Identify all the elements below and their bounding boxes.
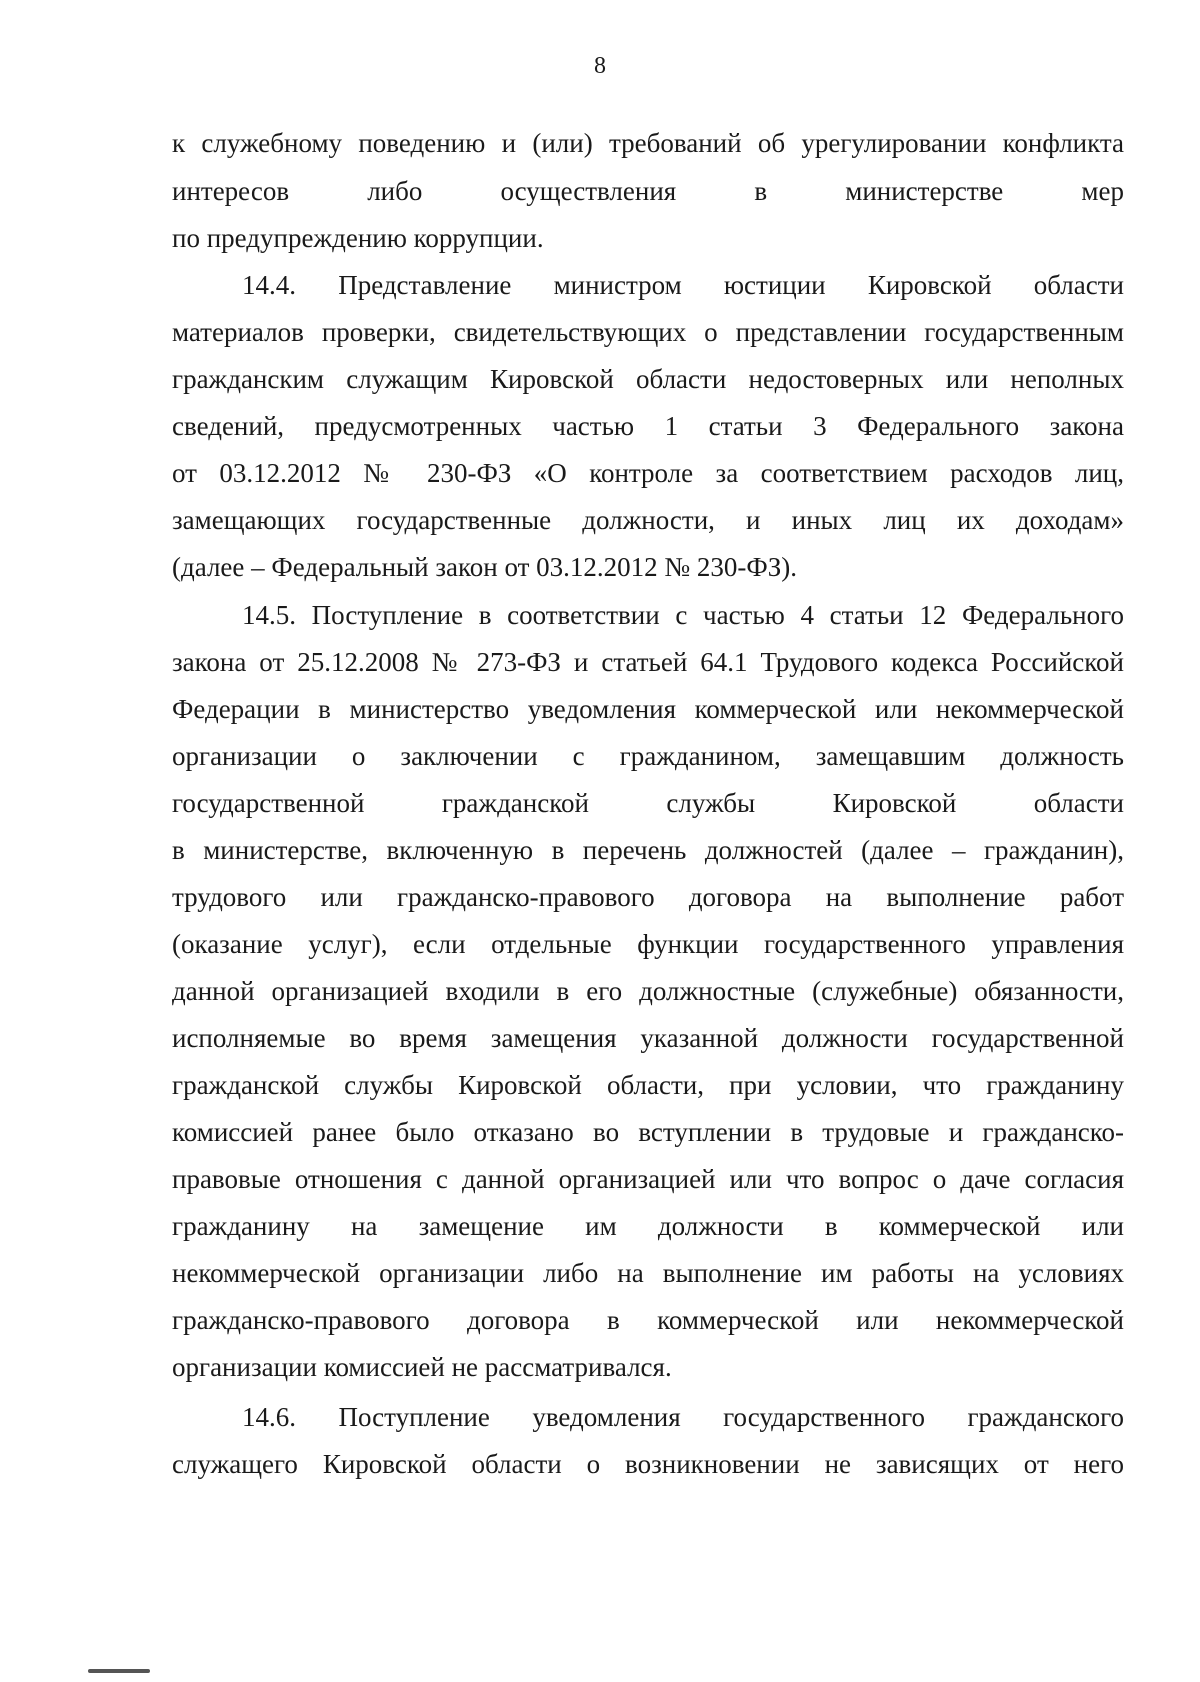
text-line: гражданину на замещение им должности в коммерческой или (172, 1211, 1124, 1241)
page-number: 8 (594, 53, 606, 79)
text-line: (далее – Федеральный закон от 03.12.2012 № 230-ФЗ). (172, 552, 798, 582)
text-line: материалов проверки, свидетельствующих о представлении государственным (172, 317, 1124, 347)
text-line: (оказание услуг), если отдельные функции государственного управления (172, 929, 1124, 959)
text-line: интересов либо осуществления в министерстве мер (172, 176, 1124, 206)
text-line: гражданским служащим Кировской области недостоверных или неполных (172, 364, 1124, 394)
text-line: государственной гражданской службы Кировской области (172, 788, 1124, 818)
text-line: комиссией ранее было отказано во вступлении в трудовые и гражданско- (172, 1117, 1124, 1147)
text-line: данной организацией входили в его должностные (служебные) обязанности, (172, 976, 1124, 1006)
scan-mark (88, 1669, 150, 1673)
text-line: служащего Кировской области о возникновении не зависящих от него (172, 1449, 1124, 1479)
text-line: исполняемые во время замещения указанной должности государственной (172, 1023, 1124, 1053)
text-line: от 03.12.2012 № 230-ФЗ «О контроле за соответствием расходов лиц, (172, 458, 1124, 488)
text-line: Федерации в министерство уведомления коммерческой или некоммерческой (172, 694, 1124, 724)
text-line: закона от 25.12.2008 № 273-ФЗ и статьей 64.1 Трудового кодекса Российской (172, 647, 1124, 677)
text-line: 14.5. Поступление в соответствии с частью 4 статьи 12 Федерального (242, 600, 1124, 630)
text-line: организации комиссией не рассматривался. (172, 1352, 672, 1382)
text-line: организации о заключении с гражданином, замещавшим должность (172, 741, 1124, 771)
text-line: гражданской службы Кировской области, при условии, что гражданину (172, 1070, 1124, 1100)
text-line: правовые отношения с данной организацией или что вопрос о даче согласия (172, 1164, 1124, 1194)
text-line: сведений, предусмотренных частью 1 статьи 3 Федерального закона (172, 411, 1124, 441)
text-line: трудового или гражданско-правового договора на выполнение работ (172, 882, 1124, 912)
text-line: гражданско-правового договора в коммерческой или некоммерческой (172, 1305, 1124, 1335)
text-line: в министерстве, включенную в перечень должностей (далее – гражданин), (172, 835, 1124, 865)
text-line: замещающих государственные должности, и иных лиц их доходам» (172, 505, 1124, 535)
text-line: по предупреждению коррупции. (172, 223, 544, 253)
text-line: некоммерческой организации либо на выполнение им работы на условиях (172, 1258, 1124, 1288)
text-line: 14.4. Представление министром юстиции Кировской области (242, 270, 1124, 300)
text-line: к служебному поведению и (или) требований об урегулировании конфликта (172, 128, 1124, 158)
text-line: 14.6. Поступление уведомления государственного гражданского (242, 1402, 1124, 1432)
